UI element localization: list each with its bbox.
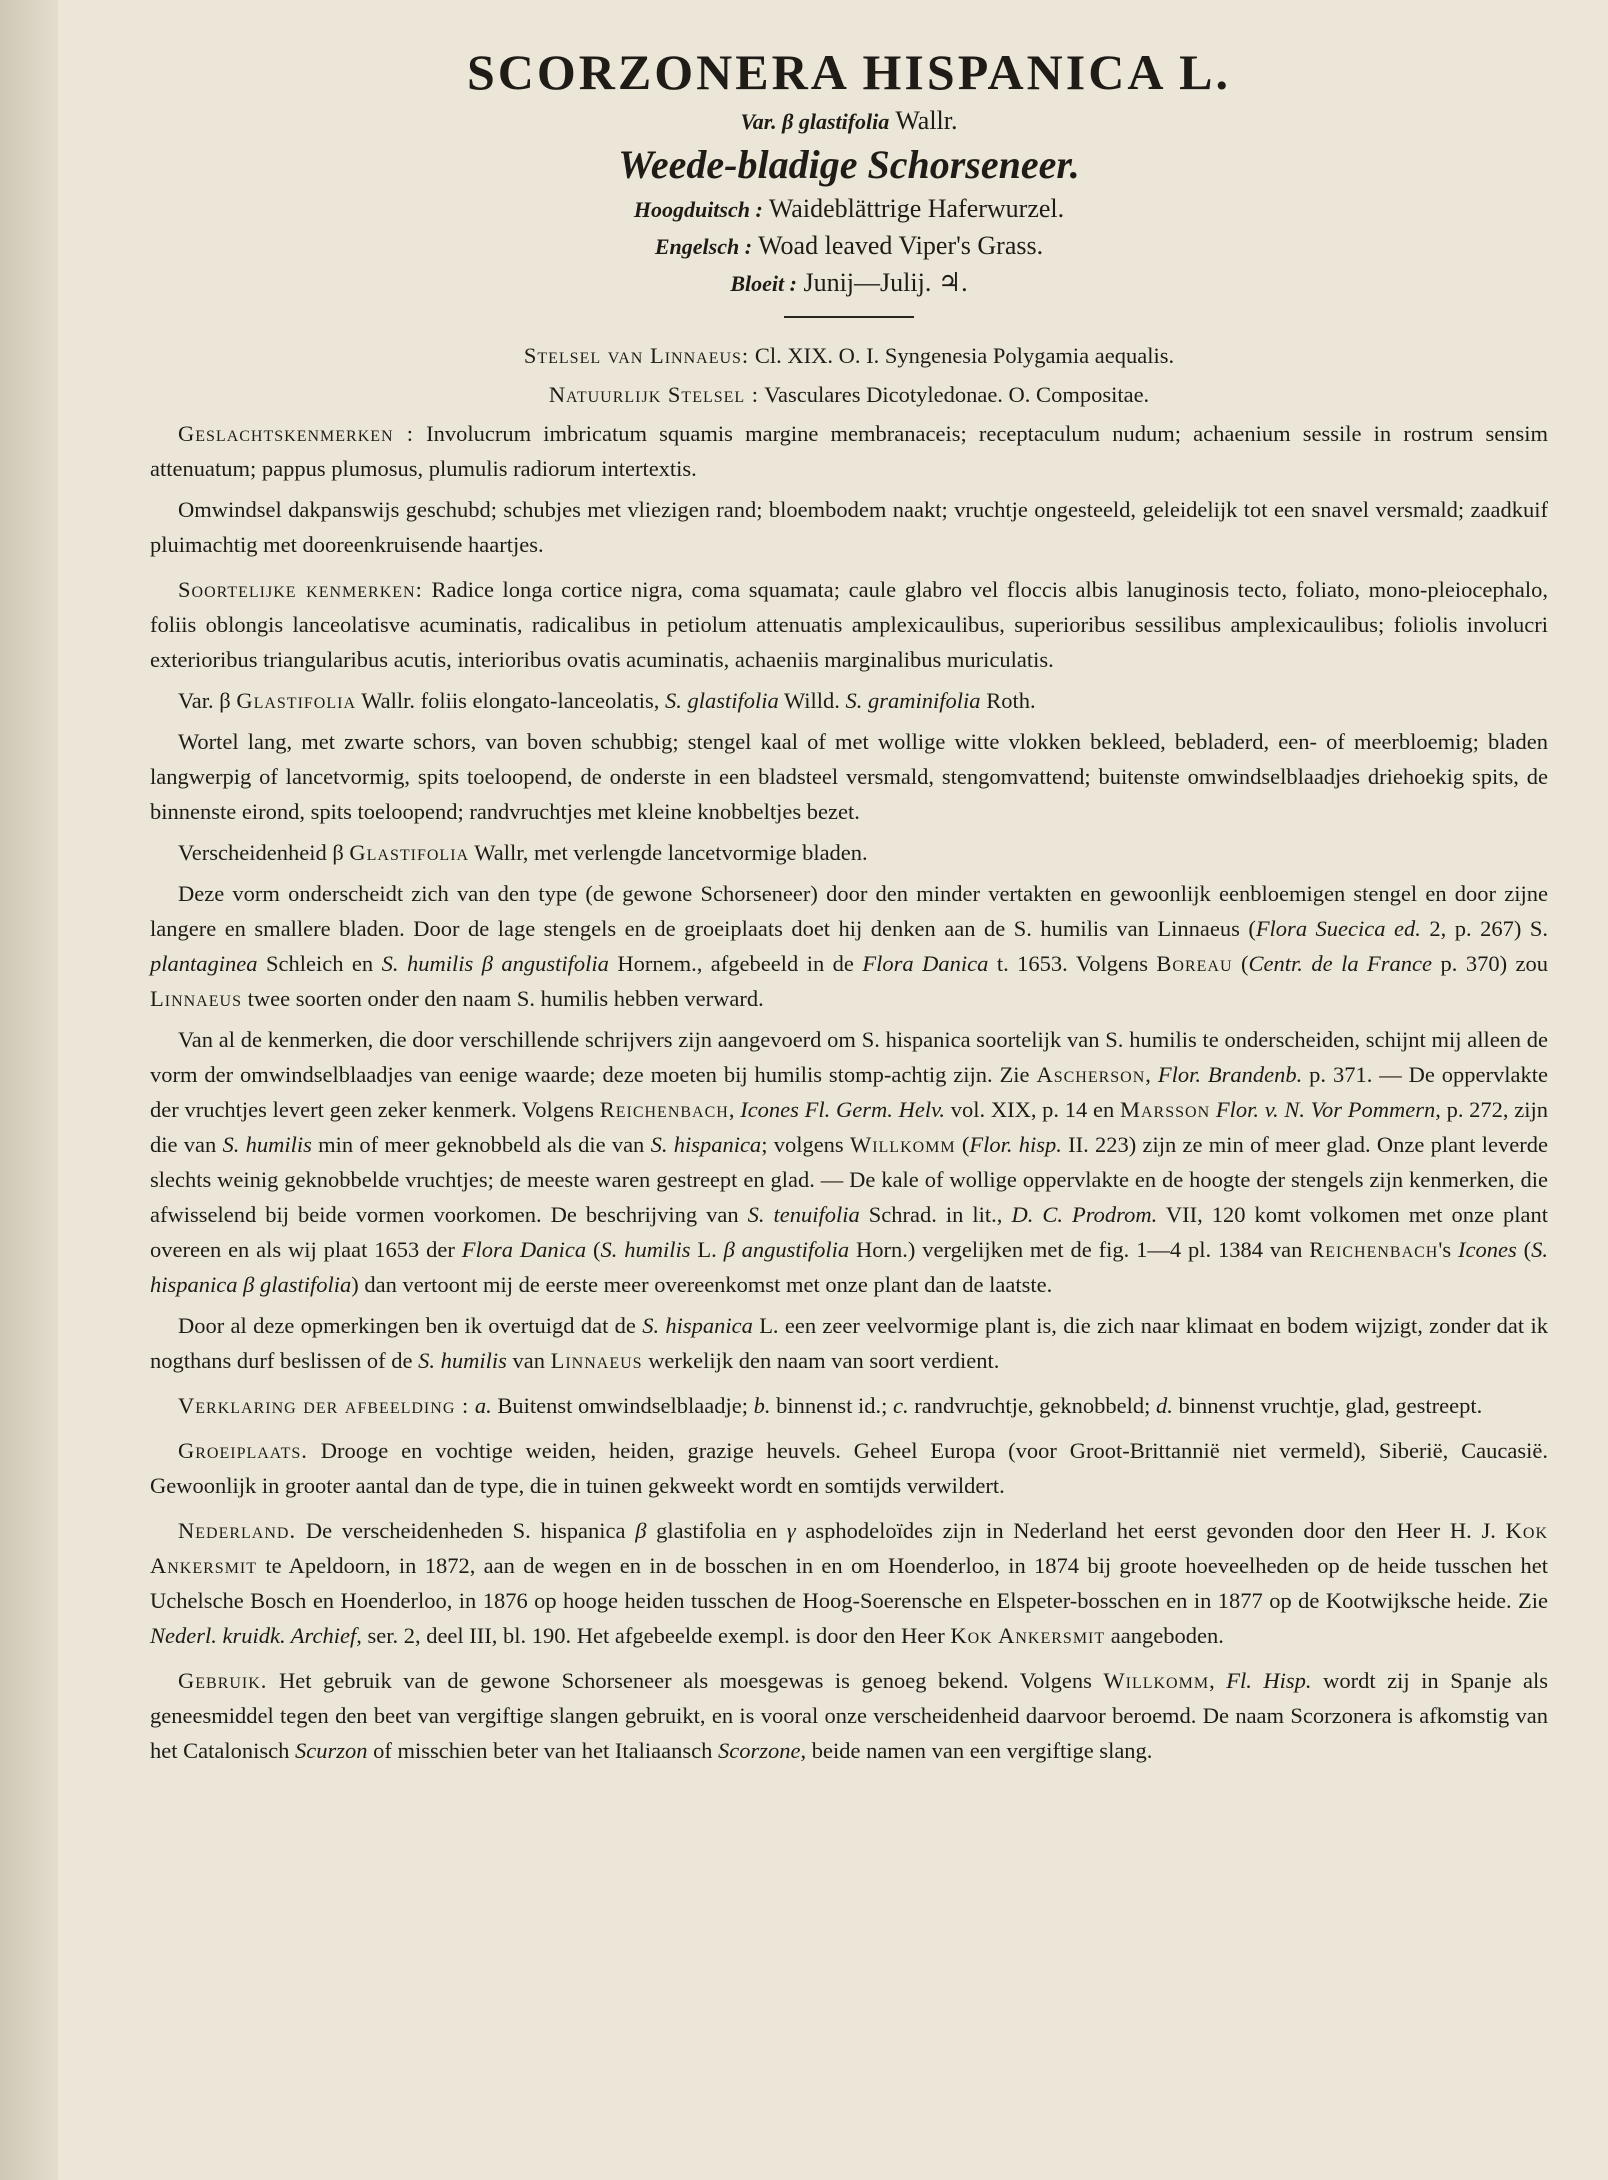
text-run: Flor. Brandenb. (1157, 1062, 1303, 1087)
text-run: S. humilis (600, 1237, 691, 1262)
text-run: Flor. hisp. (969, 1132, 1062, 1157)
text-run: , (728, 1097, 741, 1122)
text-run: a. (474, 1393, 492, 1418)
text-run: ( (1232, 951, 1249, 976)
text-run: Fl. Hisp. (1226, 1668, 1312, 1693)
text-run: c. (892, 1393, 909, 1418)
text-run: Van al de kenmerken, die door verschillende schrijvers zijn aangevoerd om S. hispanica soortelijk van S. humilis te onderscheiden, schijnt mij alleen de vorm der omwindselblaadjes van eenige waarde; deze moeten bij humilis stomp-achtig zijn. Zie (150, 1027, 1548, 1087)
text-run: ; volgens (761, 1132, 850, 1157)
text-run: p. 371. — De oppervlakte der vruchtjes levert geen zeker kenmerk. Volgens (150, 1062, 1548, 1122)
text-run: Drooge en vochtige weiden, heiden, grazige heuvels. Geheel Europa (voor Groot-Brittannië niet vermeld), Siberië, Caucasië. Gewoonlijk in grooter aantal dan de type, die in tuinen gekweekt wordt en somtijds verwildert. (150, 1438, 1548, 1498)
text-run: , (1209, 1668, 1227, 1693)
genus-dutch-paragraph: Omwindsel dakpanswijs geschubd; schubjes met vliezigen rand; bloembodem naakt; vruchtje ongesteeld, geleidelijk tot een snavel versmald; zaadkuif pluimachtig met dooreenkruisende haartjes. (150, 497, 1548, 557)
text-run: Kok Ankersmit (950, 1623, 1106, 1648)
variety-synonym-1: S. glastifolia (664, 688, 779, 713)
text-run: van (506, 1348, 551, 1373)
text-run: L. (690, 1237, 724, 1262)
text-run: Schleich en (257, 951, 382, 976)
text-run: Kok Ankersmit (150, 1518, 1548, 1578)
text-run: Reichenbach (599, 1097, 729, 1122)
text-run: Scorzone (717, 1738, 801, 1763)
variety-text-3: Roth. (980, 688, 1036, 713)
text-run: , beide namen van een vergiftige slang. (800, 1738, 1153, 1763)
page-binding-shadow (0, 0, 58, 2180)
body-text (150, 338, 1548, 1768)
text-run: S. humilis β angustifolia (381, 951, 609, 976)
text-run: Nederl. kruidk. Archief (150, 1623, 357, 1648)
variety-label: Var. β glastifolia (740, 109, 890, 134)
text-run: L. een zeer veelvormige plant is, die zich naar klimaat en bodem wijzigt, zonder dat ik nogthans durf beslissen of de (150, 1313, 1548, 1373)
usage-paragraph (150, 1663, 1548, 1768)
species-latin-paragraph (150, 572, 1548, 677)
linnaeus-system-text: Cl. XIX. O. I. Syngenesia Polygamia aequalis. (749, 343, 1175, 368)
text-run: Reichenbach (1309, 1237, 1439, 1262)
text-run: Schrad. in lit., (859, 1202, 1012, 1227)
text-run: aangeboden. (1105, 1623, 1224, 1648)
text-run: S. humilis (222, 1132, 312, 1157)
text-run: Willkomm (849, 1132, 956, 1157)
variety-synonym-2: S. graminifolia (845, 688, 981, 713)
text-run: Flor. v. N. Vor Pommern (1215, 1097, 1436, 1122)
header (150, 40, 1548, 318)
text-run: VII, 120 komt volkomen met onze plant overeen en als wij plaat 1653 der (150, 1202, 1548, 1262)
text-run: Hornem., afgebeeld in de (608, 951, 863, 976)
text-run: Door al deze opmerkingen ben ik overtuigd dat de (178, 1313, 643, 1338)
text-run: Willkomm (1103, 1668, 1210, 1693)
text-run: S. hispanica (650, 1132, 762, 1157)
text-run: Icones Fl. Germ. Helv. (740, 1097, 946, 1122)
text-run: binnenst id.; (770, 1393, 893, 1418)
text-run: vol. XIX, p. 14 en (945, 1097, 1120, 1122)
text-run: werkelijk den naam van soort verdient. (642, 1348, 1000, 1373)
german-name: Waideblättrige Haferwurzel. (762, 194, 1065, 223)
linnaeus-system-line (150, 338, 1548, 373)
text-run: Centr. de la France (1248, 951, 1433, 976)
text-run: , p. 272, zijn die van (150, 1097, 1549, 1157)
variety-dutch-text: Wallr, met verlengde lancetvormige bladen. (469, 840, 868, 865)
dutch-name: Weede-bladige Schorseneer. (618, 142, 1080, 187)
text-run: asphodeloïdes zijn in Nederland het eerst gevonden door den Heer H. J. (795, 1518, 1506, 1543)
text-run: S. humilis (418, 1348, 507, 1373)
text-run: binnenst vruchtje, glad, gestreept. (1172, 1393, 1483, 1418)
text-run: plantaginea (150, 951, 258, 976)
divider (784, 316, 914, 318)
text-run: randvruchtje, geknobbeld; (908, 1393, 1157, 1418)
text-run: S. tenuifolia (747, 1202, 860, 1227)
netherlands-paragraph (150, 1513, 1548, 1653)
bloom-text: Junij—Julij. ♃. (796, 268, 968, 297)
text-run: Verklaring der afbeelding : (178, 1393, 470, 1418)
discussion-paragraph-2 (150, 1022, 1548, 1302)
text-run: Flora Suecica ed. (1255, 916, 1421, 941)
variety-dutch-name: Glastifolia (349, 840, 470, 865)
text-run: min of meer geknobbeld als die van (311, 1132, 651, 1157)
text-run: γ (786, 1518, 796, 1543)
text-run: Horn.) vergelijken met de fig. 1—4 pl. 1384 van (849, 1237, 1310, 1262)
text-run: Gebruik. (178, 1668, 268, 1693)
text-run: S. hispanica (642, 1313, 753, 1338)
text-run: t. 1653. Volgens (988, 951, 1157, 976)
text-run: ) dan vertoont mij de eerste meer overeenkomst met onze plant dan de laatste. (351, 1272, 1053, 1297)
variety-name: Glastifolia (236, 688, 357, 713)
variety-dutch-paragraph (150, 835, 1548, 870)
linnaeus-system-label: Stelsel van Linnaeus: (523, 343, 750, 368)
natural-system-line (150, 377, 1548, 412)
english-name-line (150, 228, 1548, 265)
text-run: p. 370) zou (1432, 951, 1549, 976)
text-run: ( (586, 1237, 601, 1262)
text-run: b. (753, 1393, 771, 1418)
english-label: Engelsch : (654, 234, 753, 259)
text-run: D. C. Prodrom. (1011, 1202, 1158, 1227)
text-run: 2, p. 267) S. (1420, 916, 1549, 941)
text-run: Nederland. (178, 1518, 297, 1543)
species-variety-latin-paragraph (150, 683, 1548, 718)
species-dutch-paragraph: Wortel lang, met zwarte schors, van boven schubbig; stengel kaal of met wollige witte vlokken bekleed, bebladerd, een- of meerbloemig; bladen langwerpig of lancetvormig, spits toeloopend, de onderste in een bladsteel versmald, stengomvattend; buitenste omwindselblaadjes driehoekig spits, de binnenste eirond, spits toeloopend; randvruchtjes met kleine knobbeltjes bezet. (150, 729, 1548, 824)
variety-prefix: Var. β (178, 688, 237, 713)
genus-latin-paragraph (150, 416, 1548, 486)
text-run: Groeiplaats. (178, 1438, 308, 1463)
text-run: glastifolia en (646, 1518, 787, 1543)
species-latin-text: Radice longa cortice nigra, coma squamata; caule glabro vel floccis albis lanuginosis tecto, foliato, mono-pleiocephalo, foliis oblongis lanceolatisve acuminatis, radicalibus in petiolum attenuatis amplexicaulibus, superioribus sessilibus amplexicaulibus; foliolis involucri exterioribus triangularibus acutis, interioribus ovatis acuminatis, achaeniis marginalibus muriculatis. (150, 577, 1548, 672)
text-run: ( (955, 1132, 970, 1157)
text-run: te Apeldoorn, in 1872, aan de wegen en in de bosschen in en om Hoenderloo, in 1874 bij groote hoeveelheden op de heide tusschen het Uchelsche Bosch en Hoenderloo, in 1876 op hooge heiden tusschen de Hoog-Soerensche en Elspeter-bosschen en in 1877 op de Kootwijksche heide. Zie (150, 1553, 1548, 1613)
text-run: β (635, 1518, 647, 1543)
text-run: Buitenst omwindselblaadje; (491, 1393, 754, 1418)
text-run: Flora Danica (461, 1237, 587, 1262)
text-run: Het gebruik van de gewone Schorseneer als moesgewas is genoeg bekend. Volgens (267, 1668, 1104, 1693)
text-run: ( (1516, 1237, 1532, 1262)
text-run: Deze vorm onderscheidt zich van den type (de gewone Schorseneer) door den minder vertakten en gewoonlijk eenbloemigen stengel en door zijne langere en smallere bladen. Door de lage stengels en de groeiplaats doet hij denken aan de S. humilis van Linnaeus ( (150, 881, 1548, 941)
text-run: d. (1156, 1393, 1173, 1418)
species-label: Soortelijke kenmerken: (178, 577, 423, 602)
variety-text-2: Willd. (778, 688, 846, 713)
genus-label: Geslachtskenmerken : (178, 421, 414, 446)
text-run: wordt zij in Spanje als geneesmiddel tegen den beet van vergiftige slangen gebruikt, en is vooral onze verscheidenheid daarvoor beroemd. De naam Scorzonera is afkomstig van het Catalonisch (150, 1668, 1549, 1763)
discussion-paragraph-3 (150, 1308, 1548, 1378)
natural-system-text: Vasculares Dicotyledonae. O. Compositae. (759, 382, 1150, 407)
text-run: , ser. 2, deel III, bl. 190. Het afgebeelde exempl. is door den Heer (356, 1623, 951, 1648)
text-run: Icones (1458, 1237, 1517, 1262)
text-run: Linnaeus (150, 986, 242, 1011)
german-name-line (150, 191, 1548, 228)
text-run: Scurzon (294, 1738, 368, 1763)
text-run: S. hispanica β glastifolia (150, 1237, 1549, 1297)
text-run: Linnaeus (550, 1348, 643, 1373)
text-run: , (1145, 1062, 1158, 1087)
variety-text-1: Wallr. foliis elongato-lanceolatis, (356, 688, 665, 713)
bloom-line (150, 265, 1548, 302)
variety-dutch-prefix: Verscheidenheid β (178, 840, 350, 865)
text-run: of misschien beter van het Italiaansch (367, 1738, 718, 1763)
english-name: Woad leaved Viper's Grass. (752, 231, 1044, 260)
text-run: Marsson (1119, 1097, 1211, 1122)
figure-explanation-paragraph (150, 1388, 1548, 1423)
variety-line (150, 104, 1548, 139)
text-run: 's (1438, 1237, 1459, 1262)
bloom-label: Bloeit : (730, 271, 797, 296)
text-run: De verscheidenheden S. hispanica (296, 1518, 636, 1543)
page-title: SCORZONERA HISPANICA L. (466, 44, 1232, 100)
text-run: Boreau (1156, 951, 1233, 976)
habitat-paragraph (150, 1433, 1548, 1503)
discussion-paragraph-1 (150, 876, 1548, 1016)
variety-author: Wallr. (889, 106, 958, 135)
natural-system-label: Natuurlijk Stelsel : (548, 382, 760, 407)
text-run: Ascherson (1036, 1062, 1146, 1087)
genus-latin-text: Involucrum imbricatum squamis margine membranaceis; receptaculum nudum; achaenium sessile in rostrum sensim attenuatum; pappus plumosus, plumulis radiorum intertextis. (150, 421, 1548, 481)
german-label: Hoogduitsch : (633, 197, 763, 222)
text-run: twee soorten onder den naam S. humilis hebben verward. (241, 986, 764, 1011)
text-run: Flora Danica (862, 951, 989, 976)
text-run: β angustifolia (723, 1237, 850, 1262)
text-run: II. 223) zijn ze min of meer glad. Onze plant leverde slechts weinig geknobbelde vruchtjes; de meeste waren gestreept en glad. — De kale of wollige oppervlakte en de hoogte der stengels zijn kenmerken, die afwisselend bij beide vormen voorkomen. De beschrijving van (150, 1132, 1549, 1227)
